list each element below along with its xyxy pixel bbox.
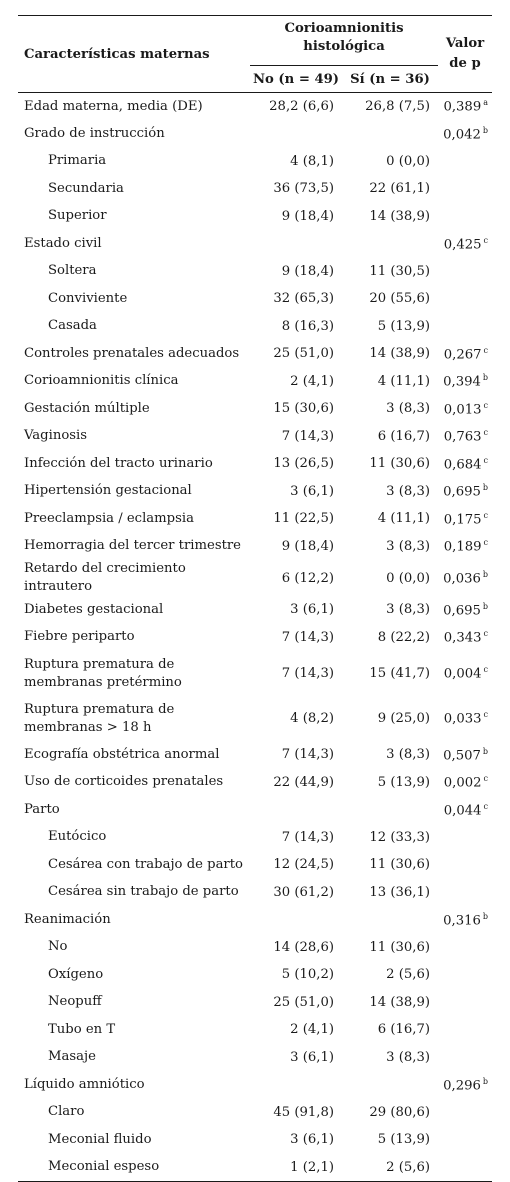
cell-p-value: [438, 203, 492, 231]
cell-no: 7 (14,3): [281, 747, 334, 763]
cell-p-value: [438, 258, 492, 286]
p-value: 0,389: [443, 99, 482, 115]
cell-p-value: [438, 148, 492, 176]
cell-si: 0 (0,0): [386, 570, 430, 586]
table-row: [18, 1154, 492, 1182]
cell-p-value: [438, 934, 492, 962]
cell-p-value: [438, 824, 492, 852]
header-p-value: [438, 16, 492, 93]
p-value-footnote-mark: b: [482, 1076, 488, 1086]
cell-si: 14 (38,9): [369, 994, 430, 1010]
table-row: [18, 934, 492, 962]
cell-p-value: [438, 1071, 492, 1099]
p-value-footnote-mark: c: [483, 510, 488, 520]
p-value-footnote-mark: c: [483, 774, 488, 784]
maternal-characteristics-table: [18, 15, 492, 1182]
row-label: Ruptura prematura de membranas pretérmino: [24, 656, 182, 690]
cell-p-value: [438, 624, 492, 652]
table-header: [18, 16, 492, 93]
row-label: Diabetes gestacional: [24, 601, 164, 617]
p-value: 0,316: [443, 912, 481, 928]
cell-si: [342, 120, 438, 148]
row-label: Grado de instrucción: [24, 125, 165, 141]
row-label: Reanimación: [24, 911, 111, 927]
table-row: [18, 624, 492, 652]
cell-no: 12 (24,5): [273, 857, 334, 873]
table-body: [18, 93, 492, 1182]
table-row: [18, 1126, 492, 1154]
row-label: Vaginosis: [24, 428, 88, 444]
header-group-line2: histológica: [303, 39, 385, 54]
p-value-footnote-mark: b: [482, 569, 488, 579]
cell-no: 14 (28,6): [273, 939, 334, 955]
cell-no: 2 (4,1): [290, 1022, 334, 1038]
row-label: Hemorragia del tercer trimestre: [24, 538, 241, 554]
row-label: Meconial espeso: [18, 1154, 250, 1182]
table-row: [18, 533, 492, 561]
p-value-footnote-mark: c: [483, 455, 488, 465]
row-label: Estado civil: [24, 235, 102, 251]
row-label: Soltera: [48, 263, 97, 279]
cell-p-value: [438, 1126, 492, 1154]
cell-si: 9 (25,0): [377, 711, 430, 726]
row-label: Casada: [48, 318, 97, 334]
table-row: [18, 423, 492, 451]
cell-si: 3 (8,3): [386, 538, 430, 554]
row-label: Parto: [24, 801, 60, 817]
p-value-footnote-mark: c: [483, 665, 488, 675]
cell-p-value: [438, 533, 492, 561]
table-row: [18, 961, 492, 989]
cell-p-value: [438, 230, 492, 258]
cell-p-value: [438, 651, 492, 696]
cell-no: 25 (51,0): [273, 994, 334, 1010]
row-label: Masaje: [48, 1049, 96, 1065]
table-row: [18, 1016, 492, 1044]
cell-si: [342, 1071, 438, 1099]
cell-si: 3 (8,3): [386, 1049, 430, 1065]
cell-si: 3 (8,3): [386, 747, 430, 763]
p-value: 0,695: [443, 484, 481, 500]
cell-si: 2 (5,6): [386, 967, 430, 983]
cell-p-value: [438, 93, 492, 121]
cell-p-value: [438, 395, 492, 423]
cell-no: 9 (18,4): [281, 263, 334, 279]
row-label: Conviviente: [48, 290, 128, 306]
table-row: [18, 368, 492, 396]
cell-si: 11 (30,5): [369, 263, 430, 279]
cell-si: 5 (13,9): [377, 1132, 430, 1148]
cell-no: 3 (6,1): [290, 1049, 334, 1065]
cell-p-value: [438, 560, 492, 596]
cell-no: 15 (30,6): [273, 401, 334, 417]
table-row: [18, 230, 492, 258]
cell-si: [342, 230, 438, 258]
cell-p-value: [438, 1154, 492, 1182]
row-label: Cesárea sin trabajo de parto: [48, 884, 239, 900]
cell-p-value: [438, 769, 492, 797]
cell-no: 45 (91,8): [273, 1104, 334, 1120]
cell-no: [250, 906, 342, 934]
cell-si: 26,8 (7,5): [365, 99, 430, 114]
cell-si: 3 (8,3): [386, 602, 430, 618]
row-label: Retardo del crecimiento intrautero: [24, 561, 186, 594]
cell-p-value: [438, 478, 492, 506]
p-value-footnote-mark: b: [482, 911, 488, 921]
cell-p-value: [438, 796, 492, 824]
cell-no: 9 (18,4): [281, 538, 334, 554]
table-row: [18, 120, 492, 148]
table-row: [18, 285, 492, 313]
row-label: Líquido amniótico: [24, 1076, 145, 1092]
row-label: Oxígeno: [48, 966, 104, 982]
cell-si: 3 (8,3): [386, 483, 430, 499]
table-row: [18, 1044, 492, 1072]
cell-si: 8 (22,2): [377, 629, 430, 645]
cell-p-value: [438, 505, 492, 533]
row-label: Claro: [48, 1104, 85, 1120]
cell-p-value: [438, 1044, 492, 1072]
header-p-line1: Valor: [445, 36, 485, 51]
p-value: 0,296: [443, 1077, 481, 1093]
cell-si: [342, 796, 438, 824]
cell-si: 2 (5,6): [342, 1154, 438, 1182]
table-row: [18, 450, 492, 478]
p-value: 0,042: [443, 126, 481, 142]
cell-si: 14 (38,9): [369, 208, 430, 224]
cell-si: 5 (13,9): [377, 774, 430, 790]
cell-no: 36 (73,5): [273, 181, 334, 197]
row-label: Uso de corticoides prenatales: [24, 774, 224, 790]
table-row: [18, 851, 492, 879]
cell-si: 13 (36,1): [369, 884, 430, 900]
p-value: 0,343: [443, 630, 482, 646]
header-group-line1: Corioamnionitis: [284, 21, 404, 36]
cell-p-value: [438, 961, 492, 989]
p-value: 0,033: [443, 711, 482, 727]
cell-p-value: [438, 879, 492, 907]
p-value: 0,507: [443, 747, 481, 763]
table-row: [18, 93, 492, 121]
p-value-footnote-mark: c: [483, 428, 488, 438]
cell-p-value: [438, 696, 492, 741]
table-row: [18, 696, 492, 741]
p-value: 0,267: [443, 346, 482, 362]
p-value-footnote-mark: c: [483, 710, 488, 720]
cell-no: 4 (8,2): [290, 711, 334, 726]
p-value: 0,044: [443, 802, 482, 818]
row-label: Tubo en T: [48, 1021, 116, 1037]
table-row: [18, 395, 492, 423]
row-label: Infección del tracto urinario: [24, 455, 213, 471]
cell-no: [250, 796, 342, 824]
cell-si: 15 (41,7): [369, 666, 430, 681]
row-label: Preeclampsia / eclampsia: [24, 510, 194, 526]
cell-p-value: [438, 1099, 492, 1127]
cell-p-value: [438, 851, 492, 879]
cell-p-value: [438, 120, 492, 148]
row-label: Hipertensión gestacional: [24, 483, 192, 499]
table-row: [18, 651, 492, 696]
p-value: 0,763: [443, 429, 482, 445]
cell-no: 2 (4,1): [290, 373, 334, 389]
cell-si: [342, 906, 438, 934]
cell-no: 7 (14,3): [281, 428, 334, 444]
cell-no: 5 (10,2): [281, 967, 334, 983]
cell-si: 5 (13,9): [377, 318, 430, 334]
table-row: [18, 906, 492, 934]
cell-si: 20 (55,6): [369, 291, 430, 307]
row-label: Secundaria: [48, 180, 124, 196]
p-value: 0,394: [443, 374, 481, 390]
table-row: [18, 258, 492, 286]
cell-no: 7 (14,3): [281, 666, 334, 681]
p-value-footnote-mark: c: [483, 345, 488, 355]
row-label: Gestación múltiple: [24, 400, 150, 416]
row-label: Cesárea con trabajo de parto: [48, 856, 243, 872]
header-characteristics: Características maternas: [18, 16, 250, 93]
row-label: Neopuff: [48, 994, 102, 1010]
table-row: [18, 1099, 492, 1127]
p-value: 0,189: [443, 539, 482, 555]
p-value: 0,684: [443, 456, 482, 472]
p-value-footnote-mark: c: [483, 400, 488, 410]
cell-no: 25 (51,0): [273, 346, 334, 362]
cell-p-value: [438, 423, 492, 451]
cell-p-value: [438, 741, 492, 769]
cell-si: 11 (30,6): [369, 857, 430, 873]
table-row: [18, 203, 492, 231]
cell-no: 7 (14,3): [281, 829, 334, 845]
cell-p-value: [438, 175, 492, 203]
cell-no: 1 (2,1): [250, 1154, 342, 1182]
p-value-footnote-mark: b: [482, 483, 488, 493]
cell-no: 3 (6,1): [290, 602, 334, 618]
p-value-footnote-mark: c: [483, 235, 488, 245]
cell-p-value: [438, 989, 492, 1017]
cell-si: 14 (38,9): [369, 346, 430, 362]
table-row: [18, 1071, 492, 1099]
row-label: Edad materna, media (DE): [24, 98, 203, 114]
cell-si: 4 (11,1): [377, 373, 430, 389]
p-value: 0,004: [443, 666, 482, 682]
cell-no: 3 (6,1): [290, 1132, 334, 1148]
header-group: [250, 16, 438, 66]
p-value: 0,013: [443, 401, 482, 417]
table-row: [18, 596, 492, 624]
cell-p-value: [438, 340, 492, 368]
row-label: Ruptura prematura de membranas > 18 h: [24, 701, 175, 735]
table-row: [18, 560, 492, 596]
cell-si: 6 (16,7): [377, 428, 430, 444]
row-label: Primaria: [48, 153, 107, 169]
cell-si: 3 (8,3): [386, 401, 430, 417]
cell-no: 13 (26,5): [273, 456, 334, 472]
cell-p-value: [438, 596, 492, 624]
cell-no: 3 (6,1): [290, 483, 334, 499]
p-value-footnote-mark: c: [483, 801, 488, 811]
row-label: Controles prenatales adecuados: [24, 345, 240, 361]
cell-si: 11 (30,6): [369, 456, 430, 472]
p-value: 0,036: [443, 571, 481, 587]
cell-si: 29 (80,6): [369, 1104, 430, 1120]
cell-no: 7 (14,3): [281, 629, 334, 645]
table-row: [18, 148, 492, 176]
cell-si: 22 (61,1): [369, 181, 430, 197]
cell-p-value: [438, 368, 492, 396]
table-row: [18, 879, 492, 907]
cell-si: 12 (33,3): [369, 829, 430, 845]
cell-no: 6 (12,2): [281, 570, 334, 586]
cell-no: 8 (16,3): [281, 318, 334, 334]
cell-p-value: [438, 313, 492, 341]
table-row: [18, 824, 492, 852]
cell-no: [250, 120, 342, 148]
p-value: 0,695: [443, 602, 481, 618]
header-col-si: Sí (n = 36): [342, 66, 438, 93]
cell-p-value: [438, 450, 492, 478]
row-label: Fiebre periparto: [24, 629, 135, 645]
table-row: [18, 741, 492, 769]
cell-si: 0 (0,0): [386, 153, 430, 169]
cell-p-value: [438, 1016, 492, 1044]
cell-no: [250, 1071, 342, 1099]
row-label: Meconial fluido: [48, 1131, 152, 1147]
cell-no: 9 (18,4): [281, 208, 334, 224]
row-label: Eutócico: [48, 829, 107, 845]
cell-si: 6 (16,7): [377, 1022, 430, 1038]
table-row: [18, 769, 492, 797]
cell-no: [250, 230, 342, 258]
p-value-footnote-mark: b: [482, 125, 488, 135]
cell-no: 11 (22,5): [273, 511, 334, 527]
cell-no: 4 (8,1): [290, 153, 334, 169]
p-value-footnote-mark: b: [482, 373, 488, 383]
p-value-footnote-mark: b: [482, 601, 488, 611]
table-row: [18, 175, 492, 203]
table-row: [18, 989, 492, 1017]
cell-no: 32 (65,3): [273, 291, 334, 307]
table-row: [18, 340, 492, 368]
table-row: [18, 478, 492, 506]
header-p-line2: de p: [449, 56, 481, 71]
cell-p-value: [438, 285, 492, 313]
table-row: [18, 505, 492, 533]
row-label: No: [48, 939, 68, 955]
p-value-footnote-mark: b: [482, 746, 488, 756]
table-row: [18, 796, 492, 824]
p-value-footnote-mark: a: [483, 98, 488, 108]
p-value: 0,425: [443, 236, 482, 252]
p-value: 0,002: [443, 775, 482, 791]
cell-si: 11 (30,6): [369, 939, 430, 955]
row-label: Superior: [48, 208, 107, 224]
p-value: 0,175: [443, 511, 482, 527]
table-row: [18, 313, 492, 341]
cell-no: 22 (44,9): [273, 774, 334, 790]
row-label: Ecografía obstétrica anormal: [24, 746, 220, 762]
p-value-footnote-mark: c: [483, 538, 488, 548]
cell-no: 30 (61,2): [273, 884, 334, 900]
cell-si: 4 (11,1): [377, 511, 430, 527]
row-label: Corioamnionitis clínica: [24, 373, 179, 389]
header-col-no: No (n = 49): [250, 66, 342, 93]
cell-p-value: [438, 906, 492, 934]
p-value-footnote-mark: c: [483, 629, 488, 639]
cell-no: 28,2 (6,6): [269, 99, 334, 114]
